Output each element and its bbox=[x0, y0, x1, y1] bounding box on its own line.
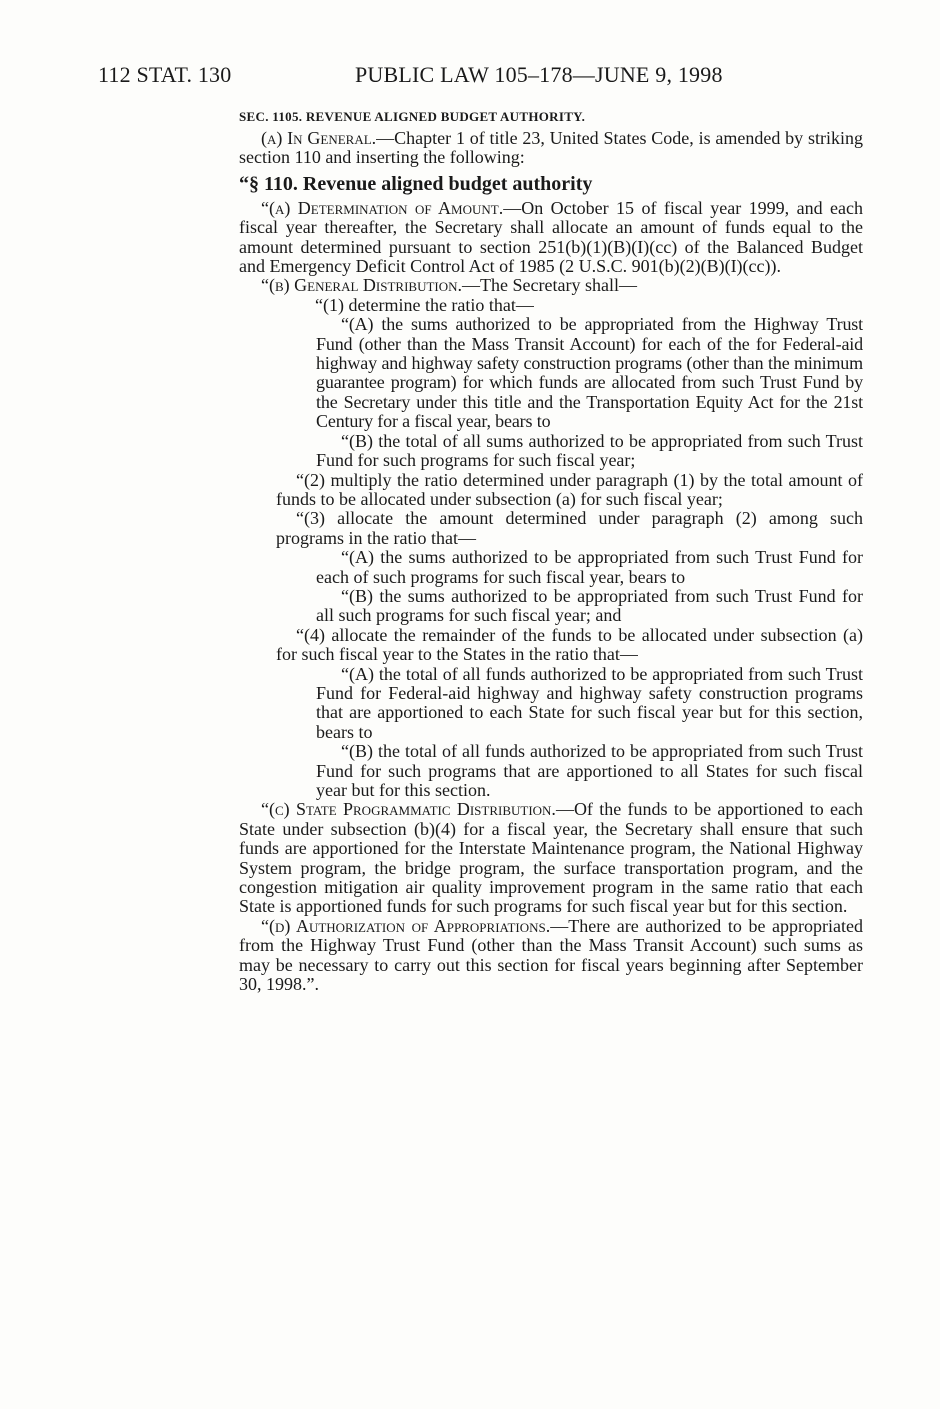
paragraph-a-label: “(a) Determination of Amount. bbox=[261, 197, 504, 218]
clause-b1-A: “(A) the sums authorized to be appropriated from the Highway Trust Fund (other than the Mass Transit Account) for each of the for Federal-aid highway and highway safety construction programs (other than the minimum guarantee program) for which funds are allocated from such Trust Fund by the Secretary under this title and the Transportation Equity Act for the 21st Century for a fiscal year, bears to bbox=[316, 314, 863, 432]
clause-b3-B: “(B) the sums authorized to be appropriated from such Trust Fund for all such programs for such fiscal year; and bbox=[316, 585, 863, 626]
paragraph-b-text: —The Secretary shall— bbox=[462, 275, 637, 296]
clause-b4: “(4) allocate the remainder of the funds to be allocated under subsection (a) for such fiscal year to the States in the ratio that— bbox=[276, 624, 863, 665]
paragraph-d-text: —There are authorized to be appropriated from the Highway Trust Fund (other than the Mass Transit Account) such sums as may be necessary to carry out this section for fiscal years beginning after September 30, 1998.”. bbox=[239, 915, 863, 995]
paragraph-a-text: —On October 15 of fiscal year 1999, and each fiscal year thereafter, the Secretary shall allocate an amount of funds equal to the amount determined pursuant to section 251(b)(1)(B)(I)(cc) of the Balanced Budget and Emergency Deficit Control Act of 1985 (2 U.S.C. 901(b)(2)(B)(I)(cc)). bbox=[239, 197, 863, 277]
paragraph-c-state-programmatic bbox=[239, 800, 863, 916]
clause-b4-B: “(B) the total of all funds authorized to be appropriated from such Trust Fund for such programs that are apportioned to all States for such fiscal year but for this section. bbox=[316, 741, 863, 800]
paragraph-d-authorization bbox=[239, 917, 863, 995]
public-law-citation: PUBLIC LAW 105–178—JUNE 9, 1998 bbox=[355, 62, 723, 87]
paragraph-b-general-distribution bbox=[239, 276, 863, 295]
clause-b2: “(2) multiply the ratio determined under paragraph (1) by the total amount of funds to be allocated under subsection (a) for such fiscal year; bbox=[276, 469, 863, 509]
paragraph-a-determination bbox=[239, 199, 863, 277]
paragraph-d-label: “(d) Authorization of Appropriations. bbox=[261, 915, 551, 936]
paragraph-b-label: “(b) General Distribution. bbox=[261, 275, 463, 296]
paragraph-c-label: “(c) State Programmatic Distribution. bbox=[261, 799, 556, 820]
section-110-title: “§ 110. Revenue aligned budget authority bbox=[239, 172, 593, 195]
subsection-a-in-general bbox=[239, 129, 863, 168]
page-header bbox=[98, 62, 858, 92]
paragraph-c-text: —Of the funds to be apportioned to each State under subsection (b)(4) for a fiscal year, the Secretary shall ensure that such funds are apportioned for the Interstate Maintenance program, the National Highway System program, the bridge program, the surface transportation program, and the congestion mitigation air quality improvement program in the same ratio that each State is apportioned funds for such programs for such fiscal year but for this section. bbox=[239, 799, 863, 917]
document-body bbox=[239, 107, 863, 994]
clause-b1-B: “(B) the total of all sums authorized to be appropriated from such Trust Fund for such programs for such fiscal year; bbox=[316, 430, 863, 471]
clause-b3-A: “(A) the sums authorized to be appropriated from such Trust Fund for each of such programs for such fiscal year, bears to bbox=[316, 547, 863, 587]
statute-page-number: 112 STAT. 130 bbox=[98, 62, 232, 87]
clause-b1: “(1) determine the ratio that— bbox=[315, 294, 534, 315]
section-heading: SEC. 1105. REVENUE ALIGNED BUDGET AUTHORITY. bbox=[239, 109, 586, 124]
clause-b3: “(3) allocate the amount determined under paragraph (2) among such programs in the ratio that— bbox=[276, 508, 863, 548]
clause-b4-A: “(A) the total of all funds authorized to be appropriated from such Trust Fund for Federal-aid highway and highway safety construction programs that are apportioned to each State for such fiscal year but for this section, bears to bbox=[316, 663, 863, 742]
subsection-a-label: (a) In General. bbox=[261, 128, 377, 148]
subsection-a-text: —Chapter 1 of title 23, United States Code, is amended by striking section 110 and inserting the following: bbox=[239, 128, 863, 168]
